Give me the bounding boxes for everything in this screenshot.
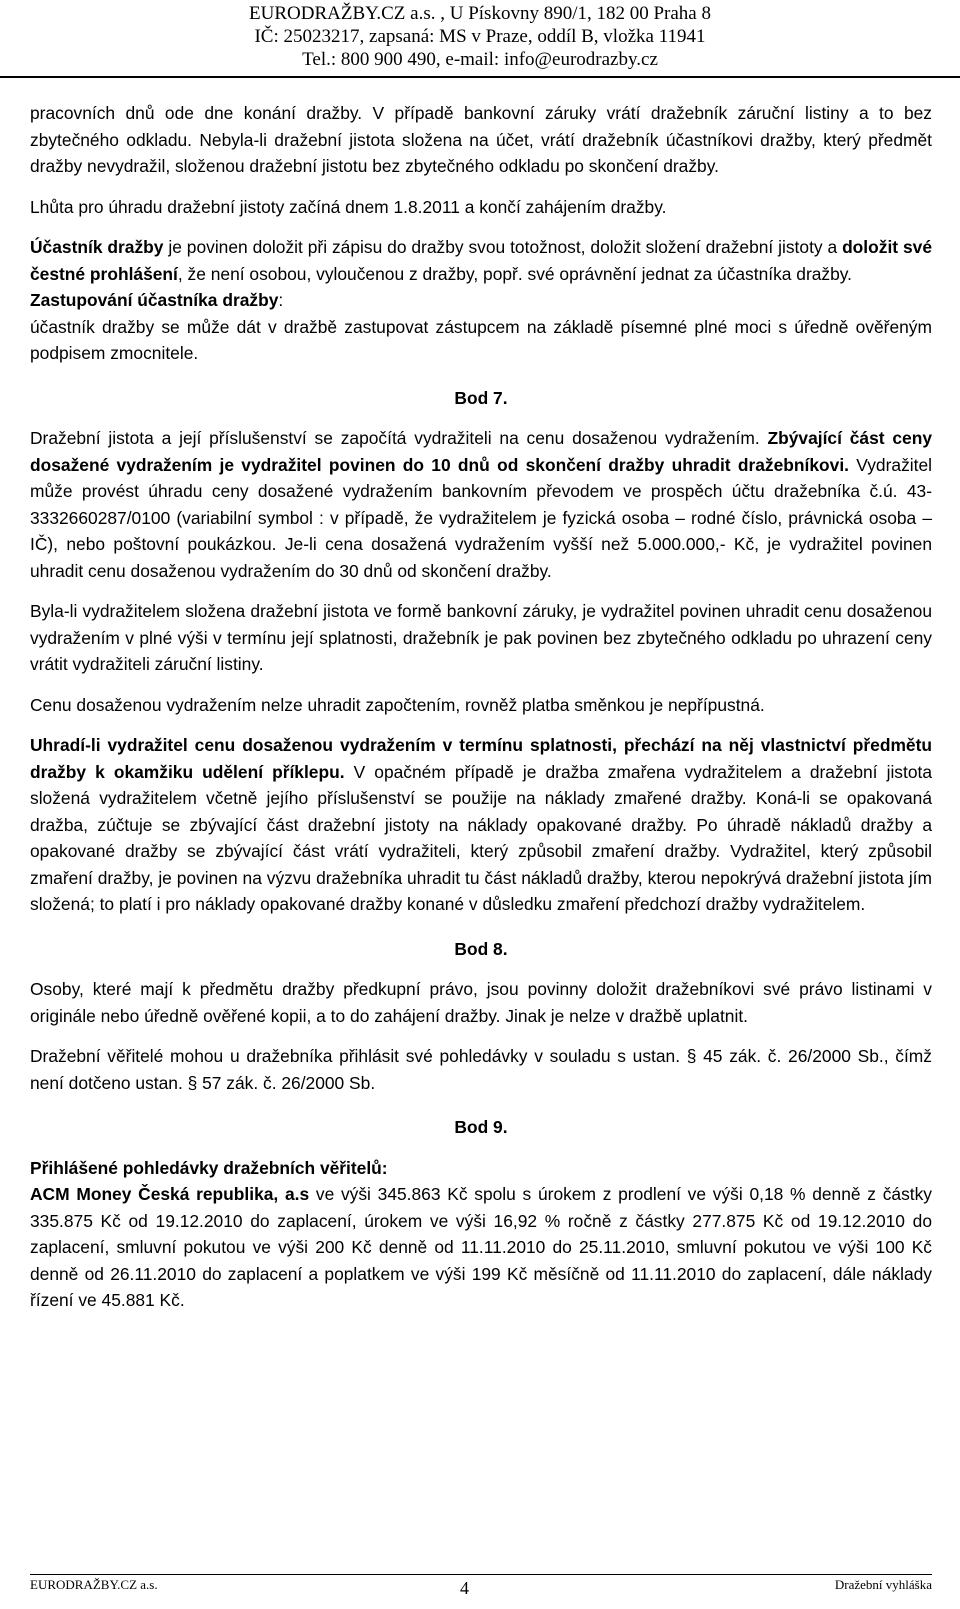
section-heading-bod-7: Bod 7. [454, 387, 508, 408]
paragraph-zastupovani: účastník dražby se může dát v dražbě zastupovat zástupcem na základě písemné plné moci s úředně ověřeným podpisem zmocnitele. [30, 316, 932, 363]
footer-document-title: Dražební vyhláška [834, 1577, 932, 1592]
paragraph-jistota-return: pracovních dnů ode dne konání dražby. V případě bankovní záruky vrátí dražebník záruční listiny a to bez zbytečného odkladu. Nebyla-li dražební jistota složena na účet, vrátí dražebník účastníkovi dražby, který předmět dražby nevydražil, složenou dražební jistotu bez zbytečného odkladu po skončení dražby. [30, 103, 932, 176]
text-segment: V opačném případě je dražba zmařena vydražitelem a dražební jistota složená vydražitelem včetně jejího příslušenství se použije na náklady zmařené dražby. Koná-li se opakovaná dražba, zúčtuje se zbývající část dražební jistoty na náklady opakované dražby. Po úhradě nákladů dražby a opakované dražby se zbývající část vrátí vydražiteli, který způsobil zmaření dražby. Vydražitel, který způsobil zmaření dražby, je povinen na výzvu dražebníka uhradit tu část nákladů dražby, kterou nepokrývá dražební jistota jím složená; to platí i pro náklady opakované dražby konané v důsledku zmaření předchozí dražby vydražitelem. [30, 761, 933, 914]
header-contact-line: Tel.: 800 900 490, e-mail: info@eurodrazby.cz [302, 49, 658, 70]
paragraph-pohledavka-acm [30, 1181, 932, 1314]
section-heading-bod-8: Bod 8. [454, 938, 508, 959]
emphasis-zbyvajici-cast: Zbývající část ceny dosažené vydražením je vydražitel povinen do 10 dnů od skončení dražby uhradit dražebníkovi. [30, 428, 932, 475]
header-divider [0, 76, 960, 78]
term-ucastnik-drazby: Účastník dražby [30, 237, 164, 257]
page-header [0, 0, 960, 71]
page-number: 4 [460, 1578, 469, 1598]
heading-zastupovani-text: Zastupování účastníka dražby [30, 290, 279, 310]
section-heading-bod-9: Bod 9. [454, 1117, 508, 1137]
text-segment: : [278, 290, 284, 310]
header-company-line: EURODRAŽBY.CZ a.s. , U Pískovny 890/1, 182 00 Praha 8 [249, 3, 711, 24]
page-footer [30, 1574, 932, 1609]
heading-prihlasene-pohledavky-text: Přihlášené pohledávky dražebních věřitelů: [30, 1157, 388, 1178]
document-body [30, 100, 932, 1314]
paragraph-bankovni-zaruka: Byla-li vydražitelem složena dražební jistota ve formě bankovní záruky, je vydražitel povinen uhradit cenu dosaženou vydražením v plné výši v termínu její splatnosti, dražebník je pak povinen bez zbytečného odkladu po uhrazení ceny vrátit vydražiteli záruční listiny. [30, 601, 932, 674]
paragraph-zapocteni: Cenu dosaženou vydražením nelze uhradit započtením, rovněž platba směnkou je nepřípustná. [30, 694, 765, 715]
creditor-name: ACM Money Česká republika, a.s [30, 1184, 310, 1204]
paragraph-predkupni-pravo: Osoby, které mají k předmětu dražby předkupní právo, jsou povinny doložit dražebníkovi své právo listinami v originále nebo úředně ověřené kopii, a to do zahájení dražby. Jinak je nelze v dražbě uplatnit. [30, 979, 932, 1026]
paragraph-lhuta: Lhůta pro úhradu dražební jistoty začíná dnem 1.8.2011 a končí zahájením dražby. [30, 196, 667, 217]
text-segment: Vydražitel může provést úhradu ceny dosažené vydražením bankovním převodem ve prospěch účtu dražebníka č.ú. 43-3332660287/0100 (variabilní symbol : v případě, že vydražitelem je fyzická osoba – rodné číslo, právnická osoba – IČ), nebo poštovní poukázkou. Je-li cena dosažená vydražením vyšší než 5.000.000,- Kč, je vydražitel povinen uhradit cenu dosaženou vydražením do 30 dnů od skončení dražby. [30, 454, 932, 581]
emphasis-prechod-vlastnictvi: Uhradí-li vydražitel cenu dosaženou vydražením v termínu splatnosti, přechází na něj vlastnictví předmětu dražby k okamžiku udělení příklepu. [30, 735, 932, 782]
header-registration-line: IČ: 25023217, zapsaná: MS v Praze, oddíl B, vložka 11941 [254, 26, 706, 47]
text-segment: Dražební jistota a její příslušenství se započítá vydražiteli na cenu dosaženou vydražením. [30, 428, 768, 448]
paragraph-drazebni-veritele: Dražební věřitelé mohou u dražebníka přihlásit své pohledávky v souladu s ustan. § 45 zák. č. 26/2000 Sb., čímž není dotčeno ustan. § 57 zák. č. 26/2000 Sb. [30, 1046, 932, 1093]
text-segment: , že není osobou, vyloučenou z dražby, popř. své oprávnění jednat za účastníka dražby. [177, 263, 853, 284]
paragraph-prechod-vlastnictvi [30, 732, 932, 918]
text-segment: je povinen doložit při zápisu do dražby svou totožnost, doložit složení dražební jistoty a [163, 237, 843, 257]
paragraph-ucastnik [30, 234, 932, 287]
term-cestne-prohlaseni: doložit své čestné prohlášení [30, 237, 932, 284]
heading-zastupovani [30, 287, 932, 314]
footer-divider [30, 1574, 932, 1575]
footer-company: EURODRAŽBY.CZ a.s. [30, 1577, 158, 1592]
heading-prihlasene-pohledavky [30, 1155, 932, 1182]
text-segment: ve výši 345.863 Kč spolu s úrokem z prodlení ve výši 0,18 % denně z částky 335.875 Kč od 19.12.2010 do zaplacení, úrokem ve výši 16,92 % ročně z částky 277.875 Kč od 19.12.2010 do zaplacení, smluvní pokutou ve výši 200 Kč denně od 11.11.2010 do 25.11.2010, smluvní pokutou ve výši 100 Kč denně od 26.11.2010 do zaplacení a poplatkem ve výši 199 Kč měsíčně od 11.11.2010 do zaplacení, dále náklady řízení ve 45.881 Kč. [30, 1184, 933, 1310]
paragraph-uhrada-ceny [30, 425, 932, 584]
